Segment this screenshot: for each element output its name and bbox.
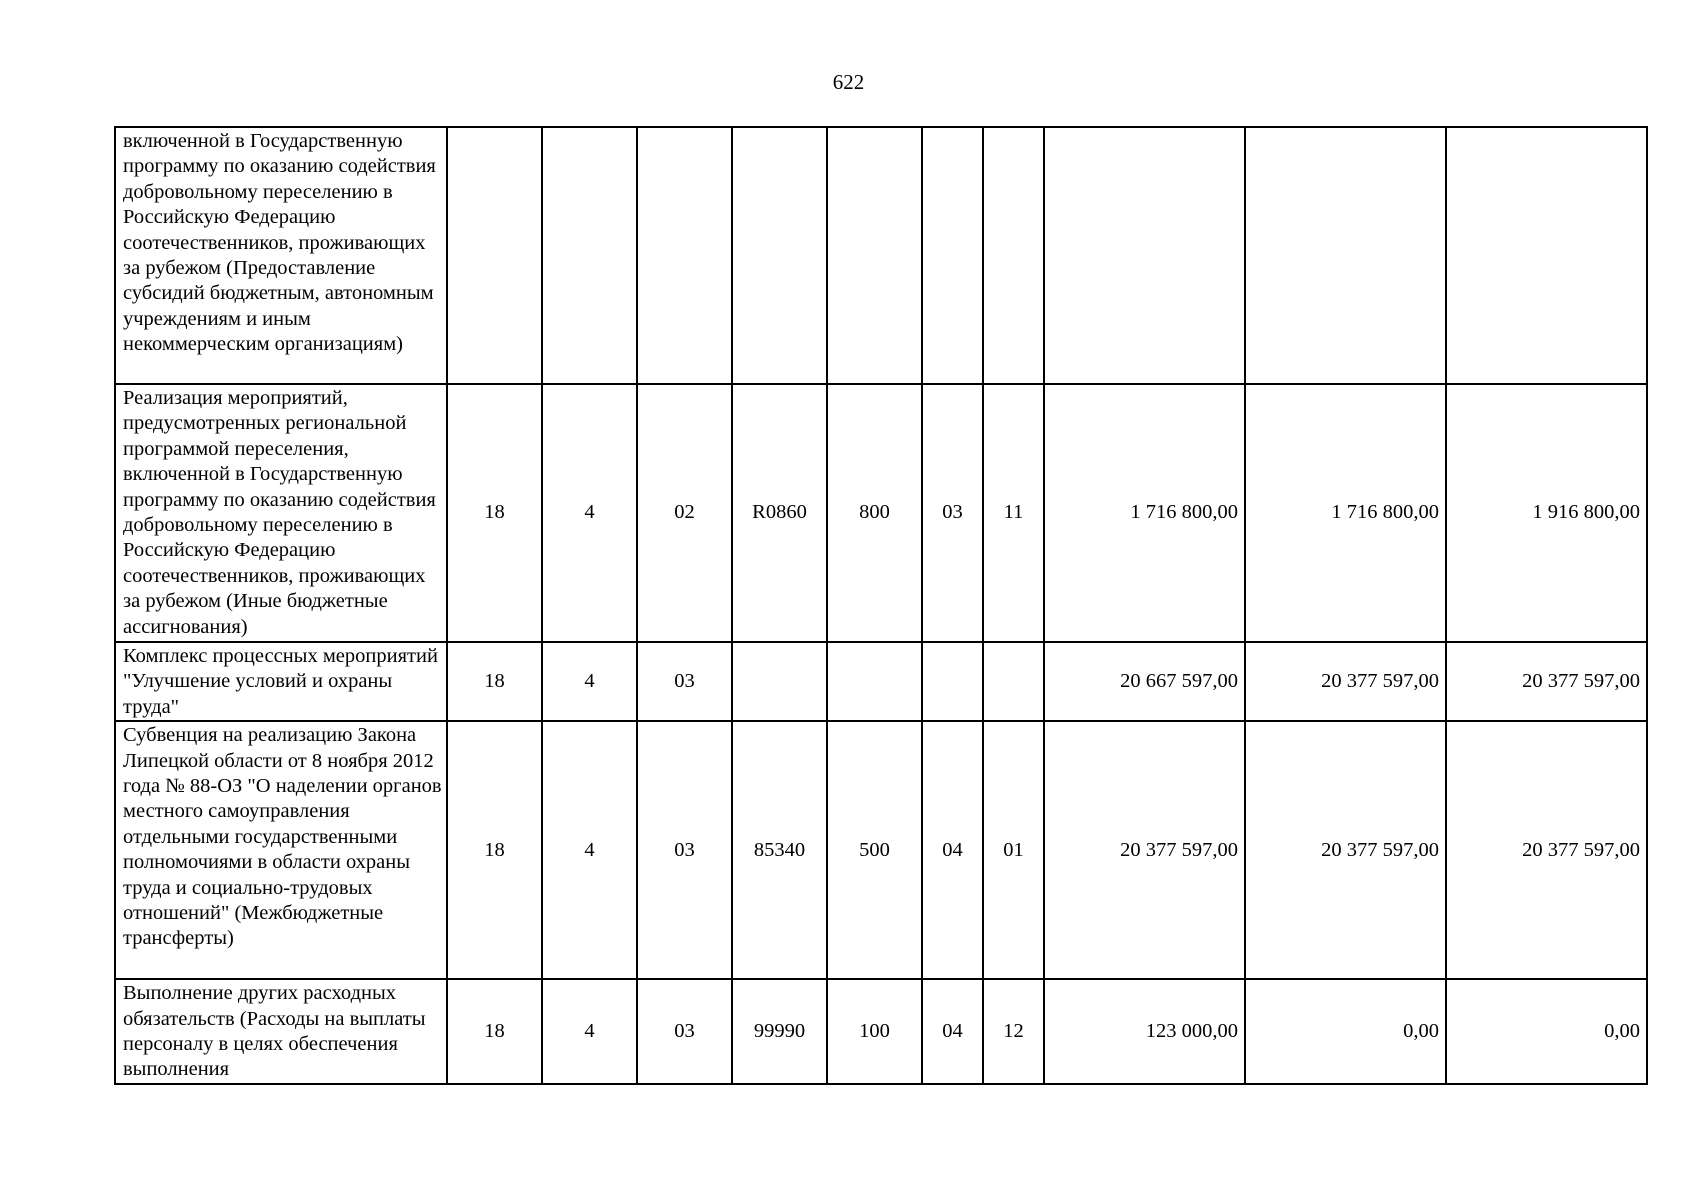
table-row bbox=[115, 721, 1647, 979]
amount-cell: 123 000,00 bbox=[1044, 979, 1245, 1084]
code-cell bbox=[827, 127, 922, 384]
code-cell: 04 bbox=[922, 721, 983, 979]
amount-cell: 20 377 597,00 bbox=[1044, 721, 1245, 979]
table-row bbox=[115, 979, 1647, 1084]
code-cell: 4 bbox=[542, 642, 637, 721]
amount-cell bbox=[1446, 127, 1647, 384]
amount-cell: 20 377 597,00 bbox=[1446, 642, 1647, 721]
amount-cell: 20 377 597,00 bbox=[1446, 721, 1647, 979]
row-description: Комплекс процессных мероприятий "Улучшение условий и охраны труда" bbox=[115, 642, 447, 721]
code-cell: 18 bbox=[447, 979, 542, 1084]
code-cell bbox=[447, 127, 542, 384]
budget-table bbox=[114, 126, 1648, 1085]
amount-cell: 0,00 bbox=[1245, 979, 1446, 1084]
code-cell: 03 bbox=[637, 979, 732, 1084]
code-cell bbox=[922, 127, 983, 384]
amount-cell: 1 916 800,00 bbox=[1446, 384, 1647, 642]
amount-cell: 1 716 800,00 bbox=[1245, 384, 1446, 642]
code-cell: 03 bbox=[922, 384, 983, 642]
amount-cell: 20 377 597,00 bbox=[1245, 721, 1446, 979]
code-cell: 02 bbox=[637, 384, 732, 642]
code-cell: 100 bbox=[827, 979, 922, 1084]
code-cell: 18 bbox=[447, 384, 542, 642]
code-cell bbox=[732, 127, 827, 384]
code-cell: 500 bbox=[827, 721, 922, 979]
amount-cell: 20 377 597,00 bbox=[1245, 642, 1446, 721]
amount-cell bbox=[1044, 127, 1245, 384]
code-cell: 4 bbox=[542, 384, 637, 642]
code-cell bbox=[827, 642, 922, 721]
code-cell: 800 bbox=[827, 384, 922, 642]
row-description: включенной в Государственную программу по оказанию содействия добровольному переселению в Российскую Федерацию соотечественников, проживающих за рубежом (Предоставление субсидий бюджетным, автономным учреждениям и иным некоммерческим организациям) bbox=[115, 127, 447, 384]
code-cell bbox=[983, 127, 1044, 384]
amount-cell: 1 716 800,00 bbox=[1044, 384, 1245, 642]
code-cell: 04 bbox=[922, 979, 983, 1084]
code-cell: 85340 bbox=[732, 721, 827, 979]
code-cell: 03 bbox=[637, 642, 732, 721]
table-row bbox=[115, 384, 1647, 642]
page-number: 622 bbox=[832, 70, 865, 94]
code-cell bbox=[922, 642, 983, 721]
code-cell: 4 bbox=[542, 979, 637, 1084]
code-cell: 11 bbox=[983, 384, 1044, 642]
code-cell bbox=[637, 127, 732, 384]
code-cell: 03 bbox=[637, 721, 732, 979]
table-row bbox=[115, 642, 1647, 721]
code-cell bbox=[732, 642, 827, 721]
amount-cell bbox=[1245, 127, 1446, 384]
row-description: Реализация мероприятий, предусмотренных региональной программой переселения, включенной в Государственную программу по оказанию содействия добровольному переселению в Российскую Федерацию соотечественников, проживающих за рубежом (Иные бюджетные ассигнования) bbox=[115, 384, 447, 642]
code-cell: 4 bbox=[542, 721, 637, 979]
row-description: Субвенция на реализацию Закона Липецкой области от 8 ноября 2012 года № 88-ОЗ "О наделении органов местного самоуправления отдельными государственными полномочиями в области охраны труда и социально-трудовых отношений" (Межбюджетные трансферты) bbox=[115, 721, 447, 979]
code-cell bbox=[983, 642, 1044, 721]
code-cell: R0860 bbox=[732, 384, 827, 642]
code-cell bbox=[542, 127, 637, 384]
code-cell: 01 bbox=[983, 721, 1044, 979]
table-row bbox=[115, 127, 1647, 384]
code-cell: 12 bbox=[983, 979, 1044, 1084]
amount-cell: 0,00 bbox=[1446, 979, 1647, 1084]
amount-cell: 20 667 597,00 bbox=[1044, 642, 1245, 721]
code-cell: 18 bbox=[447, 721, 542, 979]
code-cell: 99990 bbox=[732, 979, 827, 1084]
code-cell: 18 bbox=[447, 642, 542, 721]
row-description: Выполнение других расходных обязательств (Расходы на выплаты персоналу в целях обеспечения выполнения bbox=[115, 979, 447, 1084]
